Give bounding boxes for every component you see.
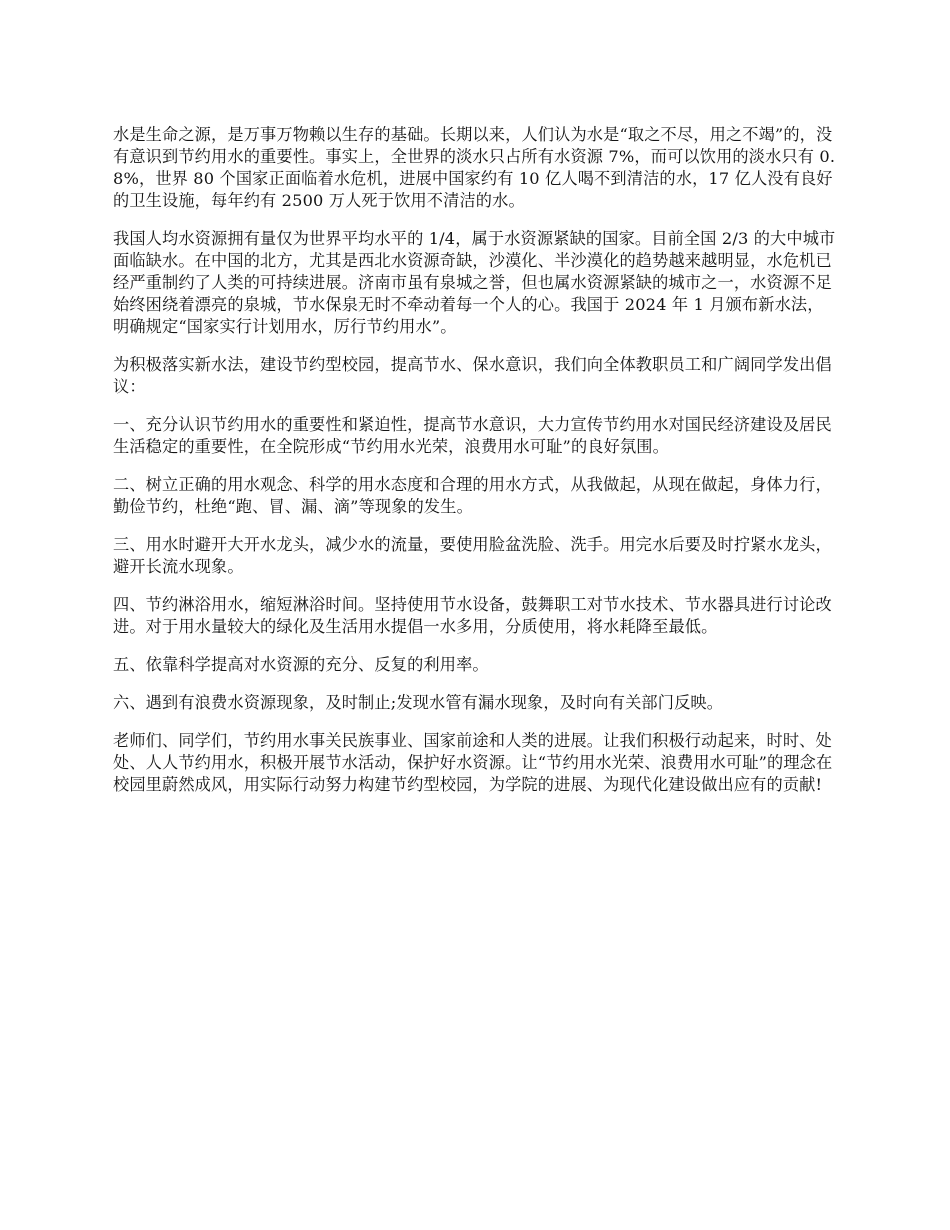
paragraph-closing: 老师们、同学们，节约用水事关民族事业、国家前途和人类的进展。让我们积极行动起来，时时、处处、人人节约用水，积极开展节水活动，保护好水资源。让“节约用水光荣、浪费用水可耻”的理念在校园里蔚然成风，用实际行动努力构建节约型校园，为学院的进展、为现代化建设做出应有的贡献!	[113, 731, 833, 794]
paragraph-national-situation: 我国人均水资源拥有量仅为世界平均水平的 1/4，属于水资源紧缺的国家。目前全国 2/3 的大中城市面临缺水。在中国的北方，尤其是西北水资源奇缺，沙漠化、半沙漠化的趋势越来越明显，水危机已经严重制约了人类的可持续进展。济南市虽有泉城之誉，但也属水资源紧缺的城市之一，水资源不足始终困绕着漂亮的泉城，节水保泉无时不牵动着每一个人的心。我国于 2024 年 1 月颁布新水法，明确规定“国家实行计划用水，厉行节约用水”。	[113, 229, 836, 336]
paragraph-point-6: 六、遇到有浪费水资源现象，及时制止;发现水管有漏水现象，及时向有关部门反映。	[113, 693, 724, 712]
document-body	[113, 124, 838, 812]
paragraph-point-1: 一、充分认识节约用水的重要性和紧迫性，提高节水意识，大力宣传节约用水对国民经济建设及居民生活稳定的重要性，在全院形成“节约用水光荣，浪费用水可耻”的良好氛围。	[113, 415, 832, 456]
paragraph-point-4: 四、节约淋浴用水，缩短淋浴时间。坚持使用节水设备，鼓舞职工对节水技术、节水器具进行讨论改进。对于用水量较大的绿化及生活用水提倡一水多用，分质使用，将水耗降至最低。	[113, 595, 832, 636]
paragraph-proposal-intro: 为积极落实新水法，建设节约型校园，提高节水、保水意识，我们向全体教职员工和广阔同学发出倡议：	[113, 355, 832, 396]
paragraph-point-2: 二、树立正确的用水观念、科学的用水态度和合理的用水方式，从我做起，从现在做起，身体力行，勤俭节约，杜绝“跑、冒、漏、滴”等现象的发生。	[113, 475, 832, 516]
paragraph-water-source: 水是生命之源，是万事万物赖以生存的基础。长期以来，人们认为水是“取之不尽，用之不竭”的，没有意识到节约用水的重要性。事实上，全世界的淡水只占所有水资源 7%，而可以饮用的淡水只有 0.8%，世界 80 个国家正面临着水危机，进展中国家约有 10 亿人喝不到清洁的水，17 亿人没有良好的卫生设施，每年约有 2500 万人死于饮用不清洁的水。	[113, 125, 836, 210]
paragraph-point-3: 三、用水时避开大开水龙头，减少水的流量，要使用脸盆洗脸、洗手。用完水后要及时拧紧水龙头，避开长流水现象。	[113, 535, 832, 576]
paragraph-point-5: 五、依靠科学提高对水资源的充分、反复的利用率。	[113, 655, 489, 674]
